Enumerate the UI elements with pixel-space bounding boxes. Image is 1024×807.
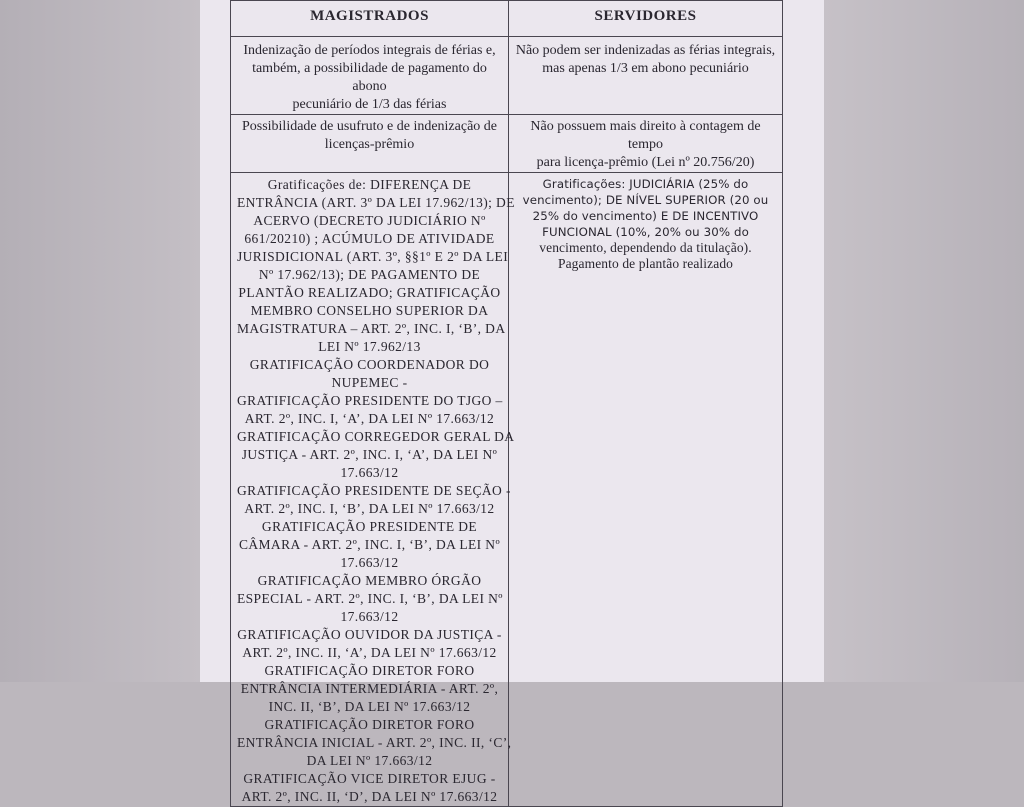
text-line: LEI Nº 17.962/13 — [318, 339, 421, 354]
table-row-ferias — [231, 37, 783, 115]
text-line: JUSTIÇA - ART. 2º, INC. I, ‘A’, DA LEI Nº — [241, 447, 498, 462]
text-line: Pagamento de plantão realizado — [557, 256, 734, 271]
header-magistrados: MAGISTRADOS — [231, 1, 509, 37]
header-row — [231, 1, 783, 37]
text-line: Possibilidade de usufruto e de indenização de — [241, 119, 498, 134]
text-line: Gratificações de: DIFERENÇA DE — [267, 177, 472, 192]
background-left — [0, 0, 200, 682]
text-line: ART. 2º, INC. II, ‘A’, DA LEI Nº 17.663/12 — [242, 645, 497, 660]
text-line: ESPECIAL - ART. 2º, INC. I, ‘B’, DA LEI Nº — [237, 591, 503, 606]
text-line: PLANTÃO REALIZADO; GRATIFICAÇÃO — [238, 285, 501, 300]
text-line: NUPEMEC - — [331, 375, 408, 390]
text-line: ART. 2º, INC. I, ‘B’, DA LEI Nº 17.663/12 — [244, 501, 495, 516]
text-line: GRATIFICAÇÃO PRESIDENTE DE SEÇÃO - — [237, 483, 511, 498]
text-line: 17.663/12 — [340, 609, 399, 624]
text-line: 17.663/12 — [340, 465, 399, 480]
text-line: Não podem ser indenizadas as férias integrais, — [515, 43, 776, 58]
text-line: também, a possibilidade de pagamento do abono — [252, 61, 487, 94]
text-line: INC. II, ‘B’, DA LEI Nº 17.663/12 — [268, 699, 471, 714]
table-row-gratificacoes — [231, 173, 783, 807]
text-line: GRATIFICAÇÃO OUVIDOR DA JUSTIÇA - — [237, 627, 502, 642]
text-line: pecuniário de 1/3 das férias — [292, 97, 447, 112]
text-line: Não possuem mais direito à contagem de tempo — [530, 119, 761, 152]
text-line: GRATIFICAÇÃO PRESIDENTE DO TJGO – — [237, 393, 503, 408]
text-line: Indenização de períodos integrais de férias e, — [243, 43, 496, 58]
text-line: GRATIFICAÇÃO CORREGEDOR GERAL DA — [237, 429, 515, 444]
document-page — [200, 0, 824, 804]
cell-magistrados-ferias — [231, 37, 509, 115]
text-line: Nº 17.962/13); DE PAGAMENTO DE — [258, 267, 481, 282]
text-line: ART. 2º, INC. I, ‘A’, DA LEI Nº 17.663/12 — [244, 411, 495, 426]
text-line: GRATIFICAÇÃO COORDENADOR DO — [249, 357, 490, 372]
background-right — [824, 0, 1024, 682]
text-line: MAGISTRATURA – ART. 2º, INC. I, ‘B’, DA — [237, 321, 506, 336]
text-line: 25% do vencimento) E DE INCENTIVO — [532, 209, 759, 223]
text-line: GRATIFICAÇÃO PRESIDENTE DE — [261, 519, 478, 534]
cell-servidores-licenca — [509, 115, 783, 173]
text-line: 661/20210) ; ACÚMULO DE ATIVIDADE — [244, 231, 495, 246]
cell-magistrados-licenca — [231, 115, 509, 173]
text-line: vencimento, dependendo da titulação). — [539, 240, 752, 255]
text-line: mas apenas 1/3 em abono pecuniário — [542, 61, 749, 76]
text-line: 17.663/12 — [340, 555, 399, 570]
cell-servidores-ferias — [509, 37, 783, 115]
text-line: licenças-prêmio — [324, 137, 415, 152]
table-row-licenca — [231, 115, 783, 173]
comparison-table — [230, 0, 783, 807]
text-line: DA LEI Nº 17.663/12 — [306, 753, 433, 768]
text-line: FUNCIONAL (10%, 20% ou 30% do — [542, 225, 749, 239]
text-line: JURISDICIONAL (ART. 3º, §§1º E 2º DA LEI — [237, 249, 509, 264]
text-line: ENTRÂNCIA INICIAL - ART. 2º, INC. II, ‘C’, — [237, 735, 512, 750]
text-line: ENTRÂNCIA (ART. 3º DA LEI 17.962/13); DE — [237, 195, 515, 210]
text-line: CÂMARA - ART. 2º, INC. I, ‘B’, DA LEI Nº — [238, 537, 501, 552]
text-line: GRATIFICAÇÃO MEMBRO ÓRGÃO — [257, 573, 482, 588]
text-line: ACERVO (DECRETO JUDICIÁRIO Nº — [253, 213, 486, 228]
text-line: MEMBRO CONSELHO SUPERIOR DA — [250, 303, 489, 318]
text-line: vencimento); DE NÍVEL SUPERIOR (20 ou — [522, 193, 769, 207]
text-line: para licença-prêmio (Lei nº 20.756/20) — [536, 155, 755, 170]
text-line: ART. 2º, INC. II, ‘D’, DA LEI Nº 17.663/12 — [241, 789, 498, 804]
text-line: GRATIFICAÇÃO VICE DIRETOR EJUG - — [243, 771, 496, 786]
text-line: GRATIFICAÇÃO DIRETOR FORO — [264, 663, 475, 678]
cell-servidores-gratificacoes — [509, 173, 783, 807]
header-servidores: SERVIDORES — [509, 1, 783, 37]
text-line: GRATIFICAÇÃO DIRETOR FORO — [264, 717, 475, 732]
text-line: Gratificações: JUDICIÁRIA (25% do — [542, 177, 749, 191]
text-line: ENTRÂNCIA INTERMEDIÁRIA - ART. 2º, — [240, 681, 499, 696]
cell-magistrados-gratificacoes — [231, 173, 515, 807]
